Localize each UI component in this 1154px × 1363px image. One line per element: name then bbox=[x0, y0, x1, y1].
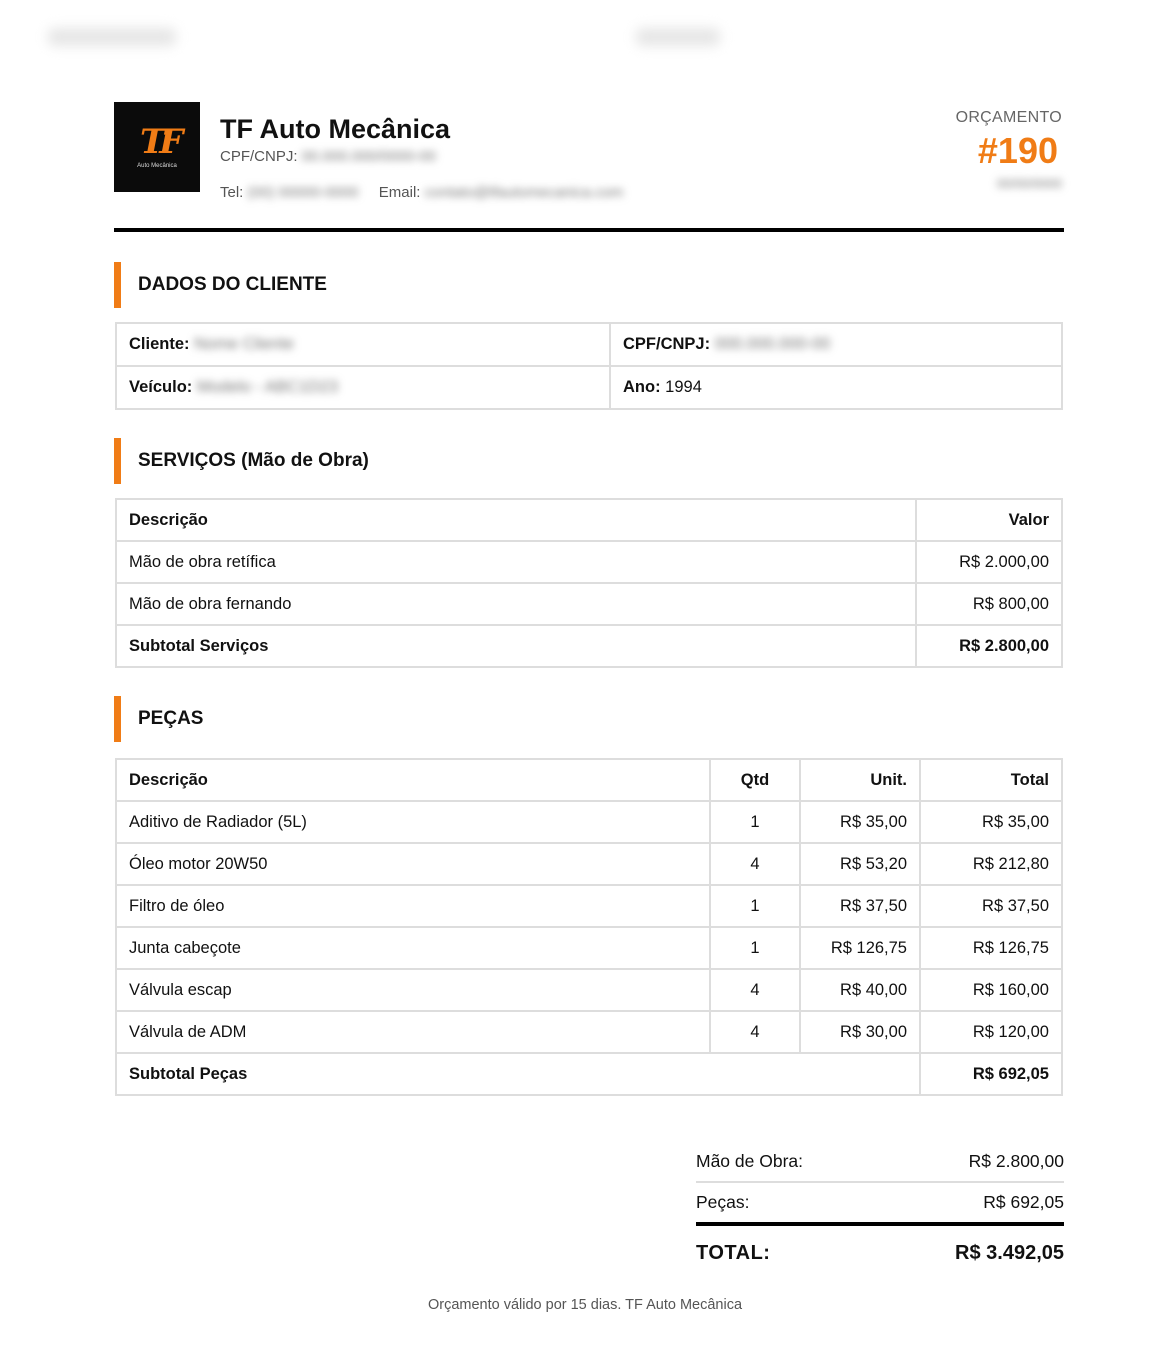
section-accent-bar bbox=[114, 438, 121, 484]
total-value: R$ 3.492,05 bbox=[955, 1242, 1064, 1264]
part-desc: Junta cabeçote bbox=[116, 927, 710, 969]
part-qty: 4 bbox=[710, 1011, 800, 1053]
part-total: R$ 37,50 bbox=[920, 885, 1062, 927]
part-unit: R$ 37,50 bbox=[800, 885, 920, 927]
services-table bbox=[115, 498, 1063, 668]
part-qty: 1 bbox=[710, 927, 800, 969]
company-name: TF Auto Mecânica bbox=[220, 114, 451, 144]
section-title: DADOS DO CLIENTE bbox=[138, 274, 327, 295]
parts-label: Peças: bbox=[696, 1192, 750, 1212]
blurred-browser-header-left bbox=[48, 28, 176, 46]
part-unit: R$ 35,00 bbox=[800, 801, 920, 843]
tel-value: (00) 00000-0000 bbox=[247, 184, 359, 201]
section-title: SERVIÇOS (Mão de Obra) bbox=[138, 450, 369, 471]
part-total: R$ 120,00 bbox=[920, 1011, 1062, 1053]
summary-parts-row bbox=[696, 1183, 1064, 1226]
footer-note: Orçamento válido por 15 dias. TF Auto Mecânica bbox=[427, 1297, 743, 1313]
cnpj-value: 00.000.000/0000-00 bbox=[301, 148, 436, 165]
part-qty: 1 bbox=[710, 801, 800, 843]
company-contact bbox=[220, 184, 623, 201]
part-unit: R$ 53,20 bbox=[800, 843, 920, 885]
cpf-cell bbox=[610, 323, 1062, 366]
section-accent-bar bbox=[114, 262, 121, 308]
section-title: PEÇAS bbox=[138, 708, 204, 729]
year-cell bbox=[610, 366, 1062, 409]
labor-label: Mão de Obra: bbox=[696, 1151, 803, 1171]
total-label: TOTAL: bbox=[696, 1242, 771, 1264]
section-client bbox=[114, 262, 1064, 308]
part-desc: Óleo motor 20W50 bbox=[116, 843, 710, 885]
vehicle-value: Modelo - ABC1D23 bbox=[196, 378, 339, 396]
quote-document bbox=[114, 102, 1064, 1264]
subtotal-label: Subtotal Peças bbox=[116, 1053, 920, 1095]
section-services bbox=[114, 438, 1064, 484]
vehicle-label: Veículo: bbox=[129, 378, 193, 396]
section-parts bbox=[114, 696, 1064, 742]
part-desc: Válvula de ADM bbox=[116, 1011, 710, 1053]
logo-mark: TF bbox=[140, 122, 178, 162]
col-description: Descrição bbox=[116, 499, 916, 541]
service-desc: Mão de obra retífica bbox=[116, 541, 916, 583]
table-row bbox=[116, 801, 1062, 843]
table-row bbox=[116, 366, 1062, 409]
table-row bbox=[116, 885, 1062, 927]
company-logo bbox=[114, 102, 200, 192]
section-accent-bar bbox=[114, 696, 121, 742]
table-row bbox=[116, 1011, 1062, 1053]
table-row bbox=[116, 969, 1062, 1011]
client-cell bbox=[116, 323, 610, 366]
subtotal-value: R$ 692,05 bbox=[920, 1053, 1062, 1095]
table-row bbox=[116, 583, 1062, 625]
service-value: R$ 800,00 bbox=[916, 583, 1062, 625]
year-label: Ano: bbox=[623, 378, 661, 396]
part-total: R$ 126,75 bbox=[920, 927, 1062, 969]
part-desc: Aditivo de Radiador (5L) bbox=[116, 801, 710, 843]
col-description: Descrição bbox=[116, 759, 710, 801]
part-total: R$ 212,80 bbox=[920, 843, 1062, 885]
parts-value: R$ 692,05 bbox=[983, 1192, 1064, 1212]
col-unit: Unit. bbox=[800, 759, 920, 801]
labor-value: R$ 2.800,00 bbox=[968, 1151, 1064, 1171]
table-row bbox=[116, 927, 1062, 969]
blurred-browser-header-center bbox=[636, 28, 720, 46]
col-qty: Qtd bbox=[710, 759, 800, 801]
document-header bbox=[114, 102, 1064, 232]
part-qty: 4 bbox=[710, 969, 800, 1011]
tel-label: Tel: bbox=[220, 184, 244, 201]
quote-label: ORÇAMENTO bbox=[955, 109, 1062, 126]
quote-number: #190 bbox=[977, 130, 1058, 171]
totals-summary bbox=[696, 1142, 1064, 1278]
subtotal-row bbox=[116, 1053, 1062, 1095]
col-total: Total bbox=[920, 759, 1062, 801]
year-value: 1994 bbox=[665, 378, 702, 396]
service-desc: Mão de obra fernando bbox=[116, 583, 916, 625]
col-value: Valor bbox=[916, 499, 1062, 541]
email-value: contato@tfautomecanica.com bbox=[424, 184, 624, 201]
table-row bbox=[116, 541, 1062, 583]
table-header-row bbox=[116, 759, 1062, 801]
service-value: R$ 2.000,00 bbox=[916, 541, 1062, 583]
client-value: Nome Cliente bbox=[194, 335, 295, 353]
client-table bbox=[115, 322, 1063, 410]
table-header-row bbox=[116, 499, 1062, 541]
summary-labor-row bbox=[696, 1142, 1064, 1183]
cpf-value: 000.000.000-00 bbox=[714, 335, 831, 353]
company-cnpj bbox=[220, 148, 436, 165]
subtotal-label: Subtotal Serviços bbox=[116, 625, 916, 667]
parts-table bbox=[115, 758, 1063, 1096]
table-row bbox=[116, 323, 1062, 366]
logo-subtitle: Auto Mecânica bbox=[137, 163, 177, 169]
quote-date: 00/00/0000 bbox=[996, 176, 1062, 191]
part-unit: R$ 40,00 bbox=[800, 969, 920, 1011]
table-row bbox=[116, 843, 1062, 885]
part-desc: Válvula escap bbox=[116, 969, 710, 1011]
cnpj-label: CPF/CNPJ: bbox=[220, 148, 298, 165]
part-desc: Filtro de óleo bbox=[116, 885, 710, 927]
summary-total-row bbox=[696, 1226, 1064, 1278]
part-qty: 1 bbox=[710, 885, 800, 927]
part-unit: R$ 30,00 bbox=[800, 1011, 920, 1053]
part-total: R$ 35,00 bbox=[920, 801, 1062, 843]
vehicle-cell bbox=[116, 366, 610, 409]
subtotal-row bbox=[116, 625, 1062, 667]
email-label: Email: bbox=[378, 184, 421, 201]
part-total: R$ 160,00 bbox=[920, 969, 1062, 1011]
part-qty: 4 bbox=[710, 843, 800, 885]
part-unit: R$ 126,75 bbox=[800, 927, 920, 969]
cpf-label: CPF/CNPJ: bbox=[623, 335, 711, 353]
subtotal-value: R$ 2.800,00 bbox=[916, 625, 1062, 667]
client-label: Cliente: bbox=[129, 335, 190, 353]
